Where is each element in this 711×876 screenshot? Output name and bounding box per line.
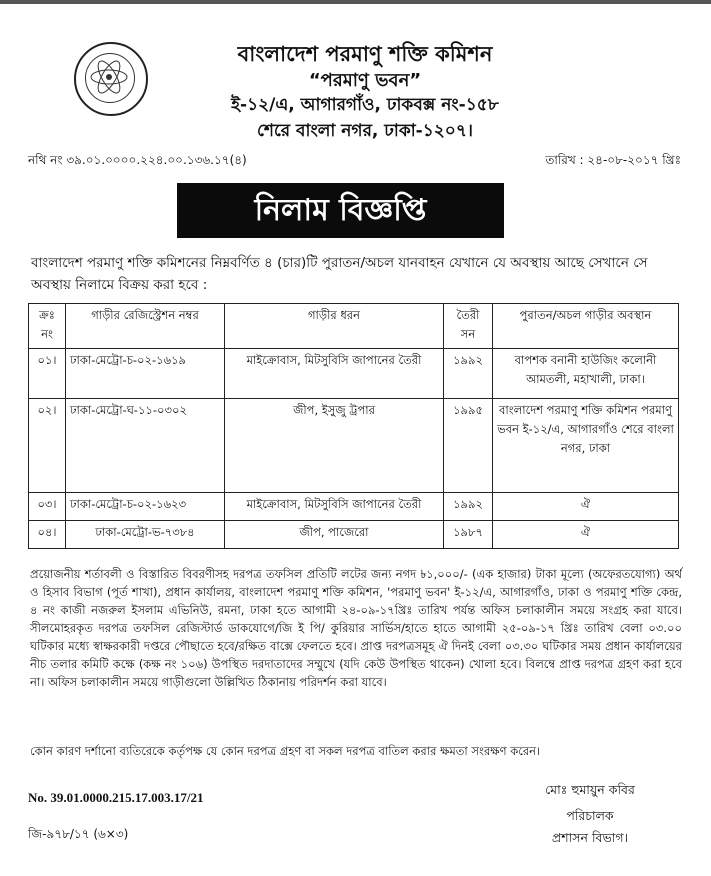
address-line-1: ই-১২/এ, আগারগাঁও, ঢাকবক্স নং-১৫৮ <box>231 95 499 115</box>
cell-year: ১৯৯২ <box>444 349 493 399</box>
signer-title: পরিচালক <box>566 808 614 823</box>
table-row <box>29 493 679 521</box>
memo-number: নথি নং ৩৯.০১.০০০০.২২৪.০০.১৩৬.১৭(৪) <box>28 153 247 167</box>
cell-registration: ঢাকা-মেট্রো-ঘ-১১-০৩০২ <box>66 399 225 493</box>
cell-location: বাংলাদেশ পরমাণু শক্তি কমিশন পরমাণু ভবন ই-১২/এ, আগারগাঁও শেরে বাংলা নগর, ঢাকা <box>493 399 679 493</box>
cell-serial: ০৩। <box>29 493 66 521</box>
commission-seal-logo <box>74 42 148 116</box>
col-serial: ক্রঃ নং <box>29 304 66 349</box>
terms-paragraph: প্রয়োজনীয় শর্তাবলী ও বিস্তারিত বিবরণীসহ দরপত্র তফসিল প্রতিটি লটের জন্য নগদ ৳১,০০০/- (এক হাজার) টাকা মূল্যে (অফেরতযোগ্য) অর্থ ও হিসাব বিভাগ (পূর্ত শাখা), প্রধান কার্যালয়, বাংলাদেশ পরমাণু শক্তি কমিশন, 'পরমাণু ভবন' ই-১২/এ, আগারগাঁও, ঢাকা ও পরমাণু শক্তি কেন্দ্র, ৪ নং কাজী নজরুল ইসলাম এভিনিউ, রমনা, ঢাকা হতে আগামী ২৪-০৯-১৭খ্রিঃ তারিখ পর্যন্ত অফিস চলাকালীন সময়ে সংগ্রহ করা যাবে। সীলমোহরকৃত দরপত্র তফসিল রেজিস্টার্ড ডাকযোগে/জি ই পি/ কুরিয়ার সার্ভিস/হাতে হাতে আগামী ২৫-০৯-১৭ খ্রিঃ তারিখ বেলা ০৩.০০ ঘটিকার মধ্যে স্বাক্ষরকারী দপ্তরে পৌছাতে হবে/রক্ষিত বাক্সে ফেলতে হবে। প্রাপ্ত দরপত্রসমূহ ঐ দিনই বেলা ০৩.৩০ ঘটিকার সময় প্রধান কার্যালয়ের নীচ তলার কমিটি কক্ষে (কক্ষ নং ১০৬) উপস্থিত দরদাতাদের সম্মুখে (যদি কেউ উপস্থিত থাকেন) খোলা হবে। বিলম্বে প্রাপ্ত দরপত্র গ্রহণ করা হবে না। অফিস চলাকালীন সময়ে গাড়ীগুলো উল্লিখিত ঠিকানায় পরিদর্শন করা যাবে। <box>30 567 682 689</box>
cell-vehicle-type: জীপ, পাজেরো <box>225 521 444 549</box>
cell-location: ঐ <box>493 493 679 521</box>
cell-vehicle-type: মাইক্রোবাস, মিটসুবিসি জাপানের তৈরী <box>225 493 444 521</box>
cell-vehicle-type: মাইক্রোবাস, মিটসুবিসি জাপানের তৈরী <box>225 349 444 399</box>
cell-year: ১৯৯২ <box>444 493 493 521</box>
col-location: পুরাতন/অচল গাড়ীর অবস্থান <box>493 304 679 349</box>
cell-serial: ০৪। <box>29 521 66 549</box>
notice-date: তারিখ : ২৪-০৮-২০১৭ খ্রিঃ <box>545 153 681 167</box>
auction-notice-banner: নিলাম বিজ্ঞপ্তি <box>177 183 504 238</box>
cell-registration: ঢাকা-মেট্রো-চ-০২-১৬১৯ <box>66 349 225 399</box>
col-vehicle-type: গাড়ীর ধরন <box>225 304 444 349</box>
gd-code: জি-৯৭৮/১৭ (৬×৩) <box>28 827 129 841</box>
top-border <box>0 0 711 4</box>
authority-clause: কোন কারণ দর্শানো ব্যতিরেকে কর্তৃপক্ষ যে কোন দরপত্র গ্রহণ বা সকল দরপত্র বাতিল করার ক্ষমতা সংরক্ষণ করেন। <box>30 744 541 758</box>
cell-registration: ঢাকা-মেট্রো-ভ-৭৩৮৪ <box>66 521 225 549</box>
col-registration: গাড়ীর রেজিস্ট্রেশন নম্বর <box>66 304 225 349</box>
address-line-2: শেরে বাংলা নগর, ঢাকা-১২০৭। <box>257 121 473 141</box>
table-header-row <box>29 304 679 349</box>
cell-location: বাপশক বনানী হাউজিং কলোনী আমতলী, মহাখালী, ঢাকা। <box>493 349 679 399</box>
cell-registration: ঢাকা-মেট্রো-চ-০২-১৬২৩ <box>66 493 225 521</box>
cell-vehicle-type: জীপ, ইসুজু ট্রপার <box>225 399 444 493</box>
signer-name: মোঃ হুমায়ুন কবির <box>545 782 635 797</box>
cell-year: ১৯৯৫ <box>444 399 493 493</box>
cell-location: ঐ <box>493 521 679 549</box>
table-row <box>29 399 679 493</box>
intro-text: বাংলাদেশ পরমাণু শক্তি কমিশনের নিম্নবর্ণিত ৪ (চার)টি পুরাতন/অচল যানবাহন যেখানে যে অবস্থায় আছে সেখানে সে অবস্থায় নিলামে বিক্রয় করা হবে : <box>31 255 648 293</box>
col-year: তৈরী সন <box>444 304 493 349</box>
cell-serial: ০২। <box>29 399 66 493</box>
cell-year: ১৯৮৭ <box>444 521 493 549</box>
building-name: “পরমাণু ভবন” <box>308 70 422 91</box>
table-row <box>29 349 679 399</box>
vehicle-table <box>28 303 679 549</box>
document-number: No. 39.01.0000.215.17.003.17/21 <box>28 790 204 805</box>
cell-serial: ০১। <box>29 349 66 399</box>
table-row <box>29 521 679 549</box>
signer-department: প্রশাসন বিভাগ। <box>551 830 629 845</box>
org-name: বাংলাদেশ পরমাণু শক্তি কমিশন <box>237 42 493 66</box>
